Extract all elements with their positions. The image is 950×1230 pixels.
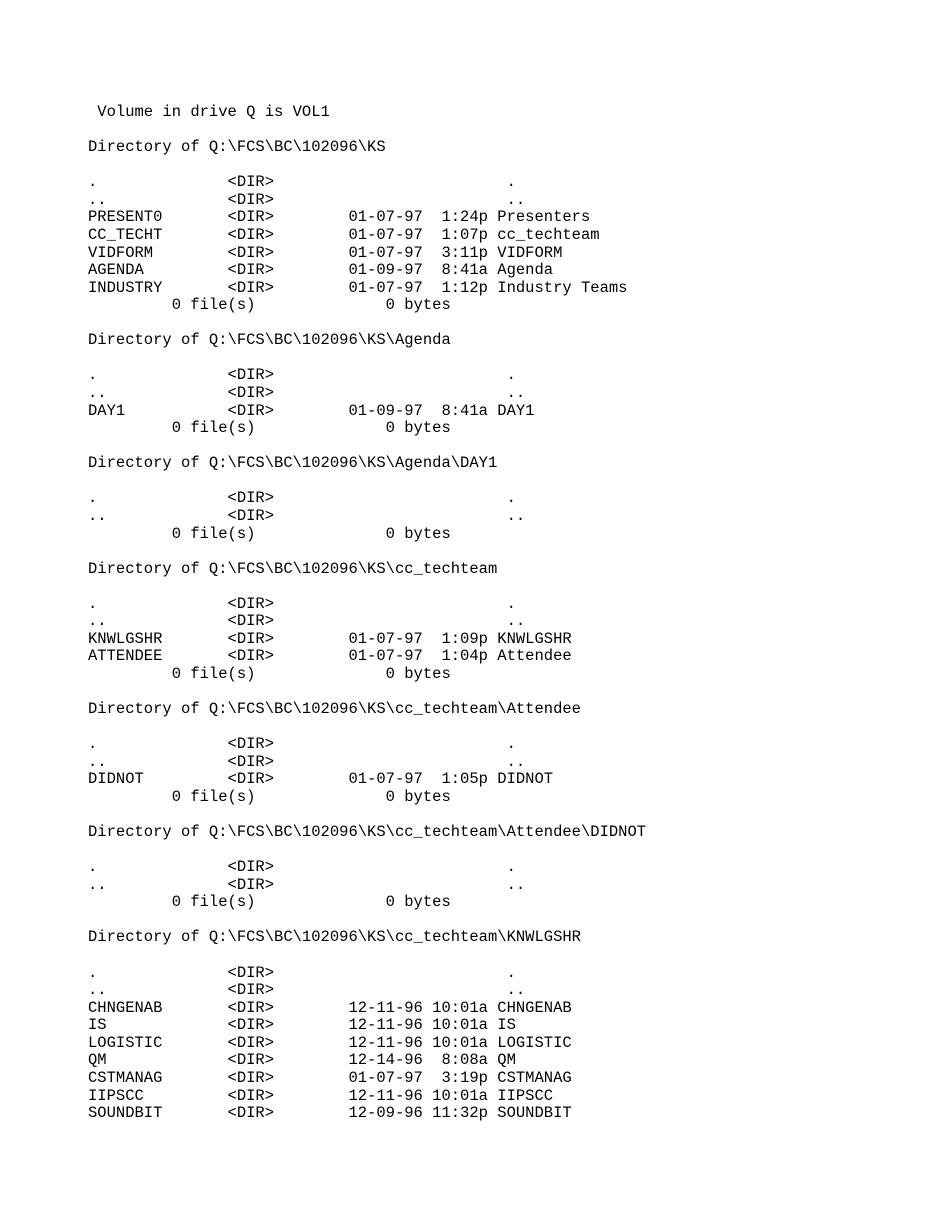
directory-heading: Directory of Q:\FCS\BC\102096\KS\cc_techteam\KNWLGSHR — [88, 928, 581, 947]
directory-heading: Directory of Q:\FCS\BC\102096\KS\cc_techteam\Attendee\DIDNOT — [88, 823, 647, 842]
blank-line — [88, 912, 646, 930]
blank-line — [88, 122, 646, 140]
directory-entry: . <DIR> . — [88, 366, 516, 385]
directory-entry: DAY1 <DIR> 01-09-97 8:41a DAY1 — [88, 401, 535, 420]
directory-entry: CSTMANAG <DIR> 01-07-97 3:19p CSTMANAG — [88, 1068, 572, 1087]
directory-entry: . <DIR> . — [88, 735, 516, 754]
directory-entry: .. <DIR> .. — [88, 752, 526, 771]
directory-heading: Directory of Q:\FCS\BC\102096\KS\cc_techteam\Attendee — [88, 700, 581, 719]
blank-line — [88, 438, 646, 456]
blank-line — [88, 578, 646, 596]
directory-heading: Directory of Q:\FCS\BC\102096\KS\Agenda\DAY1 — [88, 454, 498, 473]
directory-entry: IS <DIR> 12-11-96 10:01a IS — [88, 1016, 516, 1035]
directory-entry: LOGISTIC <DIR> 12-11-96 10:01a LOGISTIC — [88, 1033, 572, 1052]
directory-entry: AGENDA <DIR> 01-09-97 8:41a Agenda — [88, 261, 554, 280]
blank-line — [88, 807, 646, 825]
directory-entry: KNWLGSHR <DIR> 01-07-97 1:09p KNWLGSHR — [88, 629, 572, 648]
directory-summary: 0 file(s) 0 bytes — [88, 419, 451, 438]
directory-entry: PRESENT0 <DIR> 01-07-97 1:24p Presenters — [88, 208, 591, 227]
directory-entry: .. <DIR> .. — [88, 612, 526, 631]
directory-entry: CHNGENAB <DIR> 12-11-96 10:01a CHNGENAB — [88, 998, 572, 1017]
directory-entry: . <DIR> . — [88, 173, 516, 192]
blank-line — [88, 543, 646, 561]
directory-entry: INDUSTRY <DIR> 01-07-97 1:12p Industry Teams — [88, 278, 628, 297]
directory-entry: . <DIR> . — [88, 963, 516, 982]
blank-line — [88, 947, 646, 965]
directory-summary: 0 file(s) 0 bytes — [88, 296, 451, 315]
directory-entry: DIDNOT <DIR> 01-07-97 1:05p DIDNOT — [88, 770, 554, 789]
directory-entry: SOUNDBIT <DIR> 12-09-96 11:32p SOUNDBIT — [88, 1104, 572, 1123]
blank-line — [88, 842, 646, 860]
directory-summary: 0 file(s) 0 bytes — [88, 787, 451, 806]
directory-entry: QM <DIR> 12-14-96 8:08a QM — [88, 1051, 516, 1070]
blank-line — [88, 719, 646, 737]
blank-line — [88, 473, 646, 491]
directory-summary: 0 file(s) 0 bytes — [88, 893, 451, 912]
directory-entry: .. <DIR> .. — [88, 190, 526, 209]
blank-line — [88, 315, 646, 333]
directory-heading: Directory of Q:\FCS\BC\102096\KS — [88, 138, 386, 157]
directory-heading: Directory of Q:\FCS\BC\102096\KS\cc_techteam — [88, 559, 498, 578]
directory-entry: .. <DIR> .. — [88, 981, 526, 1000]
directory-entry: . <DIR> . — [88, 858, 516, 877]
directory-entry: ATTENDEE <DIR> 01-07-97 1:04p Attendee — [88, 647, 572, 666]
blank-line — [88, 684, 646, 702]
directory-summary: 0 file(s) 0 bytes — [88, 524, 451, 543]
directory-entry: . <DIR> . — [88, 594, 516, 613]
directory-listing — [88, 104, 646, 1123]
directory-entry: .. <DIR> .. — [88, 875, 526, 894]
directory-summary: 0 file(s) 0 bytes — [88, 665, 451, 683]
volume-label: Volume in drive Q is VOL1 — [88, 103, 330, 121]
directory-heading: Directory of Q:\FCS\BC\102096\KS\Agenda — [88, 331, 451, 350]
directory-entry: .. <DIR> .. — [88, 506, 526, 525]
directory-entry: . <DIR> . — [88, 489, 516, 508]
directory-entry: VIDFORM <DIR> 01-07-97 3:11p VIDFORM — [88, 243, 563, 262]
blank-line — [88, 157, 646, 175]
blank-line — [88, 350, 646, 368]
directory-entry: .. <DIR> .. — [88, 384, 526, 402]
directory-entry: CC_TECHT <DIR> 01-07-97 1:07p cc_techteam — [88, 225, 600, 244]
directory-entry: IIPSCC <DIR> 12-11-96 10:01a IIPSCC — [88, 1086, 554, 1105]
